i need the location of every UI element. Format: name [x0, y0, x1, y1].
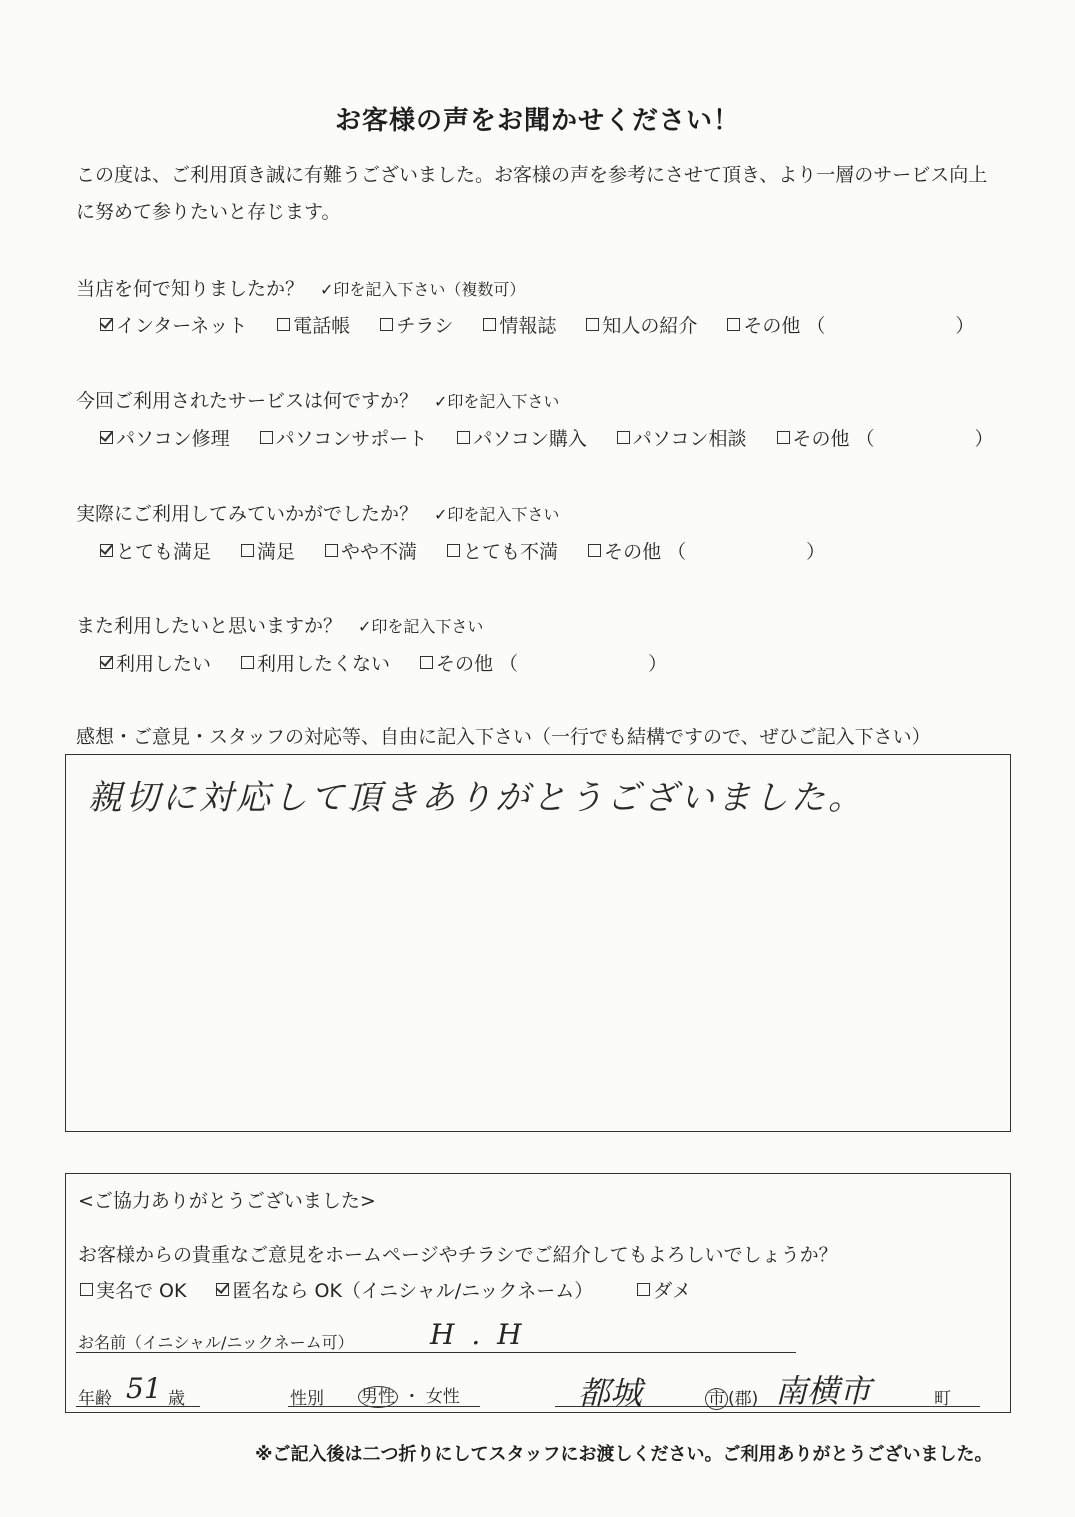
gender-options — [358, 1382, 460, 1408]
question-hint — [358, 617, 483, 636]
footer-note: ※ご記入後は二つ折りにしてスタッフにお渡しください。ご利用ありがとうございました。 — [255, 1444, 993, 1465]
option-label: ダメ — [653, 1280, 692, 1302]
question-service-used — [76, 386, 559, 413]
gender-male-option[interactable]: 男性 — [358, 1386, 398, 1408]
handwritten-comment: 親切に対応して頂きありがとうございました。 — [88, 778, 865, 818]
option-anonymous-ok[interactable] — [216, 1276, 593, 1303]
district-unit[interactable]: (郡) — [728, 1389, 759, 1409]
checkbox[interactable] — [727, 318, 740, 331]
gender-underline — [288, 1406, 480, 1407]
city-unit-selected[interactable]: 市 — [705, 1388, 728, 1410]
checkbox[interactable] — [325, 544, 338, 557]
address-underline — [555, 1406, 980, 1407]
town-unit: 町 — [934, 1389, 951, 1409]
option-label: チラシ — [396, 315, 454, 337]
option-label: その他 — [792, 428, 850, 450]
question-satisfaction — [76, 499, 559, 526]
paren-close: ） — [806, 541, 826, 563]
paren-open: （ — [667, 541, 687, 563]
option-label: インターネット — [116, 315, 248, 337]
hint-text: 印を記入下さい（複数可） — [333, 280, 526, 299]
paren-close: ） — [648, 653, 668, 675]
intro-text: この度は、ご利用頂き誠に有難うございました。お客様の声を参考にさせて頂き、より一層のサービス向上に努めて参りたいと存じます。 — [76, 164, 988, 223]
option-magazine[interactable] — [483, 311, 556, 338]
option-no[interactable] — [637, 1276, 691, 1303]
hint-text: 印を記入下さい — [447, 505, 560, 524]
option-somewhat-dissatisfied[interactable] — [325, 537, 417, 564]
checkbox[interactable] — [380, 318, 393, 331]
check-mark-icon: ✓ — [358, 617, 372, 636]
checkbox-checked[interactable] — [100, 431, 113, 444]
question-how-found — [76, 274, 525, 301]
check-mark-icon: ✓ — [320, 280, 334, 299]
option-pc-repair[interactable] — [100, 424, 230, 451]
checkbox[interactable] — [617, 431, 630, 444]
option-label: その他 — [743, 315, 801, 337]
checkbox[interactable] — [241, 544, 254, 557]
options-service-used — [100, 424, 994, 451]
paren-close: ） — [974, 428, 994, 450]
option-label: 利用したい — [116, 653, 212, 675]
option-phonebook[interactable] — [277, 311, 350, 338]
option-real-name-ok[interactable] — [80, 1276, 186, 1303]
option-label: パソコン修理 — [116, 428, 230, 450]
question-text: 実際にご利用してみていかがでしたか？ — [76, 503, 419, 525]
gender-separator: ・ — [403, 1387, 421, 1407]
age-unit: 歳 — [168, 1389, 185, 1409]
option-other[interactable] — [420, 649, 667, 676]
age-value: 51 — [126, 1372, 162, 1405]
hint-text: 印を記入下さい — [371, 617, 484, 636]
paren-open: （ — [806, 315, 826, 337]
option-want-to-use[interactable] — [100, 649, 211, 676]
paren-close: ） — [955, 315, 975, 337]
option-label: その他 — [604, 541, 662, 563]
town-value: 南横市 — [775, 1372, 872, 1410]
option-label: 満足 — [257, 541, 296, 563]
name-value: H . H — [430, 1318, 526, 1351]
option-other[interactable] — [727, 311, 974, 338]
checkbox[interactable] — [260, 431, 273, 444]
checkbox[interactable] — [420, 656, 433, 669]
checkbox[interactable] — [277, 318, 290, 331]
checkbox[interactable] — [777, 431, 790, 444]
option-label: パソコンサポート — [275, 428, 428, 450]
option-very-satisfied[interactable] — [100, 537, 211, 564]
option-other[interactable] — [777, 424, 994, 451]
option-very-dissatisfied[interactable] — [447, 537, 558, 564]
name-underline — [76, 1352, 796, 1353]
option-label: 知人の紹介 — [602, 315, 698, 337]
permission-question: お客様からの貴重なご意見をホームページやチラシでご紹介してもよろしいでしょうか？ — [78, 1244, 838, 1266]
question-use-again — [76, 611, 483, 638]
question-hint — [320, 280, 525, 299]
permission-options — [80, 1276, 691, 1303]
option-referral[interactable] — [586, 311, 697, 338]
question-hint — [434, 392, 559, 411]
checkbox[interactable] — [80, 1283, 93, 1296]
checkbox[interactable] — [588, 544, 601, 557]
options-use-again — [100, 649, 667, 676]
check-mark-icon: ✓ — [434, 505, 448, 524]
age-label: 年齢 — [78, 1389, 112, 1409]
checkbox[interactable] — [586, 318, 599, 331]
option-satisfied[interactable] — [241, 537, 295, 564]
option-label: その他 — [436, 653, 494, 675]
hint-text: 印を記入下さい — [447, 392, 560, 411]
gender-label: 性別 — [290, 1389, 324, 1409]
checkbox-checked[interactable] — [216, 1283, 229, 1296]
option-flyer[interactable] — [380, 311, 453, 338]
option-pc-consult[interactable] — [617, 424, 747, 451]
option-label: やや不満 — [341, 541, 418, 563]
option-pc-support[interactable] — [260, 424, 428, 451]
option-label: とても不満 — [463, 541, 559, 563]
name-label: お名前（イニシャル/ニックネーム可） — [78, 1333, 354, 1352]
option-label: 情報誌 — [499, 315, 557, 337]
paren-open: （ — [855, 428, 875, 450]
option-pc-purchase[interactable] — [457, 424, 587, 451]
option-label: 実名で OK — [96, 1280, 187, 1302]
age-underline — [76, 1406, 200, 1407]
gender-female-option[interactable]: 女性 — [425, 1387, 460, 1407]
checkbox[interactable] — [457, 431, 470, 444]
check-mark-icon: ✓ — [434, 392, 448, 411]
options-how-found — [100, 311, 974, 338]
option-label: パソコン相談 — [632, 428, 747, 450]
thanks-heading: <ご協力ありがとうございました> — [78, 1190, 376, 1212]
paren-open: （ — [499, 653, 519, 675]
question-text: また利用したいと思いますか？ — [76, 615, 343, 637]
option-label: 電話帳 — [293, 315, 351, 337]
checkbox[interactable] — [447, 544, 460, 557]
city-value: 都城 — [578, 1374, 643, 1412]
option-internet[interactable] — [100, 311, 247, 338]
option-other[interactable] — [588, 537, 825, 564]
page-title: お客様の声をお聞かせください！ — [334, 106, 740, 136]
option-not-want-to-use[interactable] — [241, 649, 390, 676]
checkbox-checked[interactable] — [100, 318, 113, 331]
checkbox-checked[interactable] — [100, 544, 113, 557]
question-hint — [434, 505, 559, 524]
option-label: 利用したくない — [257, 653, 391, 675]
option-label: パソコン購入 — [473, 428, 587, 450]
checkbox-checked[interactable] — [100, 656, 113, 669]
question-text: 当店を何で知りましたか？ — [76, 278, 305, 300]
checkbox[interactable] — [483, 318, 496, 331]
checkbox[interactable] — [637, 1283, 650, 1296]
comment-label: 感想・ご意見・スタッフの対応等、自由に記入下さい（一行でも結構ですので、ぜひご記入下さい） — [76, 726, 931, 748]
question-text: 今回ご利用されたサービスは何ですか？ — [76, 390, 419, 412]
option-label: とても満足 — [116, 541, 212, 563]
options-satisfaction — [100, 537, 825, 564]
checkbox[interactable] — [241, 656, 254, 669]
option-label: 匿名なら OK（イニシャル/ニックネーム） — [232, 1280, 594, 1302]
